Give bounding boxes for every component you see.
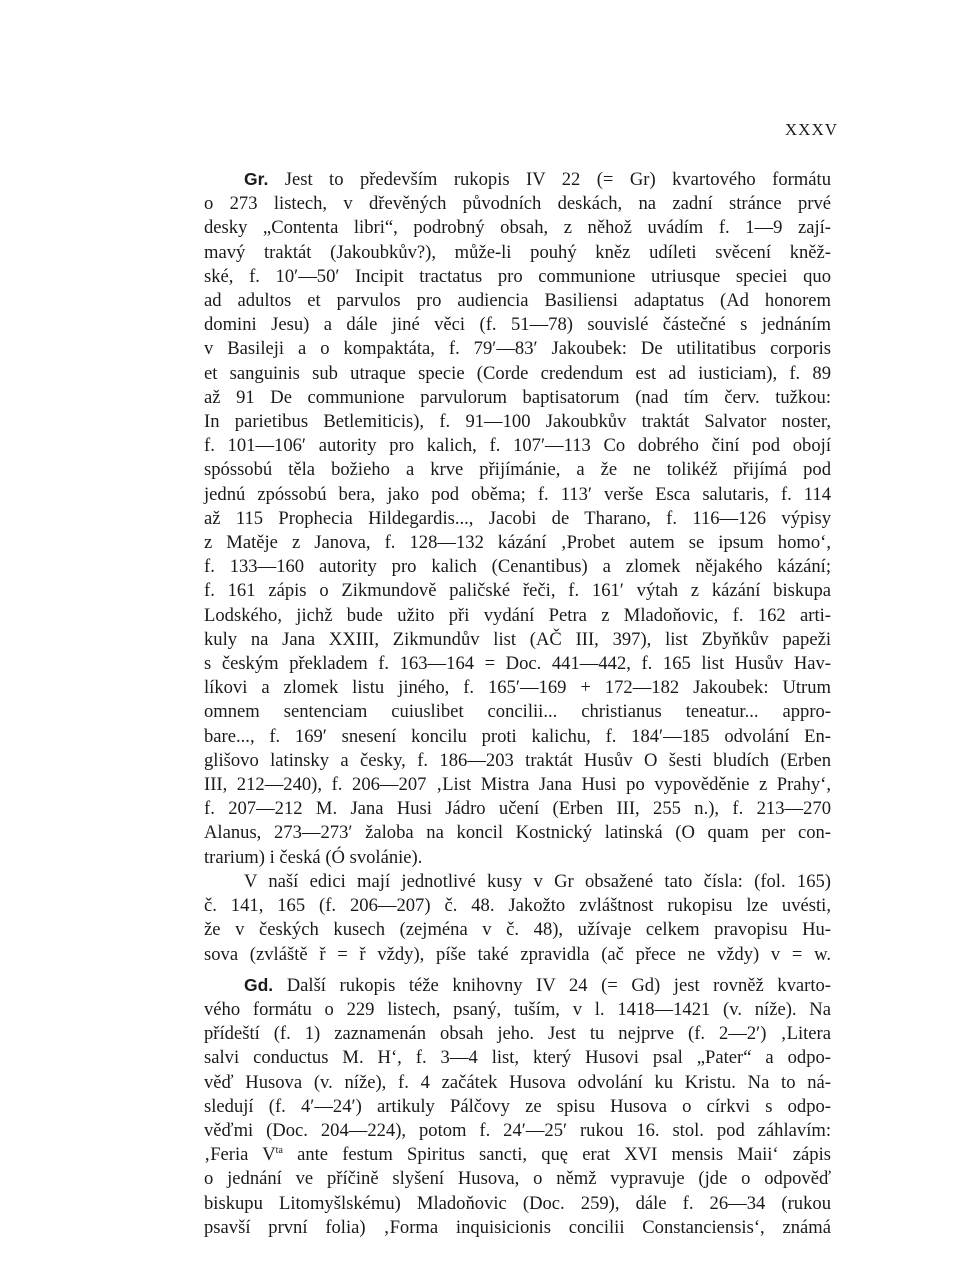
text-line: ad adultos et parvulos pro audiencia Basiliensi adaptatus (Ad honorem	[204, 290, 831, 312]
text-line: f. 161 zápis o Zikmundově paličské řeči, f. 161′ výtah z kázání biskupa	[204, 580, 831, 602]
text-line: ské, f. 10′—50′ Incipit tractatus pro communione utriusque speciei quo	[204, 265, 831, 287]
siglum-gd: Gd.	[244, 974, 274, 995]
text-line: V naší edici mají jednotlivé kusy v Gr obsažené tato čísla: (fol. 165)	[244, 870, 831, 892]
text-line: et sanguinis sub utraque specie (Corde credendum est ad iusticiam), f. 89	[204, 362, 831, 384]
text-line: až 115 Prophecia Hildegardis..., Jacobi de Tharano, f. 116—126 výpisy	[204, 507, 831, 529]
text-line: desky „Contenta libri“, podrobný obsah, z něhož uvádím f. 1—9 zají-	[204, 217, 831, 239]
text-line: spóssobú těla božieho a krve přijímánie, a že ne tolikéž přijímá pod	[204, 459, 831, 481]
text-line: vého formátu o 229 listech, psaný, tuším, v l. 1418—1421 (v. níže). Na	[204, 998, 831, 1020]
text-line: omnem sentenciam cuiuslibet concilii... christianus teneatur... appro-	[204, 701, 831, 723]
text-line: f. 133—160 autority pro kalich (Cenantibus) a zlomek nějakého kázání;	[204, 556, 831, 578]
text-line: že v českých kusech (zejména v č. 48), užívaje celkem pravopisu Hu-	[204, 919, 831, 941]
page-body	[204, 167, 831, 1240]
text-line: mavý traktát (Jakoubkův?), může-li pouhý kněz udíleti svěcení kněž-	[204, 241, 831, 263]
text-line: trarium) i česká (Ó svolánie).	[204, 846, 423, 868]
text-line: v Basileji a o kompaktáta, f. 79′—83′ Jakoubek: De utilitatibus corporis	[204, 338, 831, 360]
text-line: Gd. Další rukopis téže knihovny IV 24 (= Gd) jest rovněž kvarto-	[244, 974, 831, 996]
text-line: Alanus, 273—273′ žaloba na koncil Kostnický latinská (O quam per con-	[204, 822, 831, 844]
text-line: Lodského, jichž bude užito při vydání Petra z Mladoňovic, f. 162 arti-	[204, 604, 831, 626]
text-line: f. 101—106′ autority pro kalich, f. 107′—113 Co dobrého činí pod obojí	[204, 435, 831, 457]
text-line: Gr. Jest to především rukopis IV 22 (= Gr) kvartového formátu	[244, 169, 831, 190]
text-line: sova (zvláště ř = ř vždy), píše také zpravidla (ač přece ne vždy) v = w.	[204, 943, 831, 965]
text-line: In parietibus Betlemiticis), f. 91—100 Jakoubkův traktát Salvator noster,	[204, 411, 831, 433]
text-line: č. 141, 165 (f. 206—207) č. 48. Jakožto zvláštnost rukopisu lze uvésti,	[204, 895, 831, 917]
text-line: domini Jesu) a dále jiné věci (f. 51—78) souvislé částečné s jednáním	[204, 314, 831, 336]
text-line: f. 207—212 M. Jana Husi Jádro učení (Erben III, 255 n.), f. 213—270	[204, 798, 831, 820]
siglum-gr: Gr.	[244, 169, 269, 189]
text-line: přídeští (f. 1) zaznamenán obsah jeho. Jest tu nejprve (f. 2—2′) ‚Litera	[204, 1023, 831, 1045]
text-line: biskupu Litomyšlskému) Mladoňovic (Doc. 259), dále f. 26—34 (rukou	[204, 1192, 831, 1214]
text-line: psavší první folia) ‚Forma inquisicionis concilii Constanciensis‘, známá	[204, 1216, 831, 1238]
text-line: o 273 listech, v dřevěných původních deskách, na zadní stránce prvé	[204, 193, 831, 215]
text-line: jednú zpóssobú bera, jako pod oběma; f. 113′ verše Esca salutaris, f. 114	[204, 483, 831, 505]
text-line: s českým překladem f. 163—164 = Doc. 441—442, f. 165 list Husův Hav-	[204, 653, 831, 675]
text-line: až 91 De communione parvulorum baptisatorum (nad tím červ. tužkou:	[204, 386, 831, 408]
text-line: bare..., f. 169′ snesení koncilu proti kalichu, f. 184′—185 odvolání En-	[204, 725, 831, 747]
text-line: o jednání ve příčině slyšení Husova, o němž vypravuje (jde o odpověď	[204, 1168, 831, 1190]
text-line: z Matěje z Janova, f. 128—132 kázání ‚Probet autem se ipsum homo‘,	[204, 532, 831, 554]
text-line: líkovi a zlomek listu jiného, f. 165′—169 + 172—182 Jakoubek: Utrum	[204, 677, 831, 699]
text-line: III, 212—240), f. 206—207 ‚List Mistra Jana Husi po vypověděnie z Prahy‘,	[204, 774, 831, 796]
text-line: věďmi (Doc. 204—224), potom f. 24′—25′ rukou 16. stol. pod záhlavím:	[204, 1119, 831, 1141]
page-number: XXXV	[784, 120, 838, 139]
text-line: glišovo latinsky a česky, f. 186—203 traktát Husův O šesti bludích (Erben	[204, 749, 831, 771]
text-line: kuly na Jana XXIII, Zikmundův list (AČ III, 397), list Zbyňkův papeži	[204, 628, 831, 650]
text-line: salvi conductus M. H‘, f. 3—4 list, který Husovi psal „Pater“ a odpo-	[204, 1047, 831, 1069]
superscript: ta	[275, 1144, 283, 1156]
text-line: věď Husova (v. níže), f. 4 začátek Husova odvolání ku Kristu. Na to ná-	[204, 1071, 831, 1093]
text-line: sledují (f. 4′—24′) artikuly Pálčovy ze spisu Husova o církvi s odpo-	[204, 1095, 831, 1117]
text-line: ‚Feria $V^{ta}$ ante festum Spiritus sancti, quę erat XVI mensis Maii‘ zápis	[204, 1144, 831, 1166]
